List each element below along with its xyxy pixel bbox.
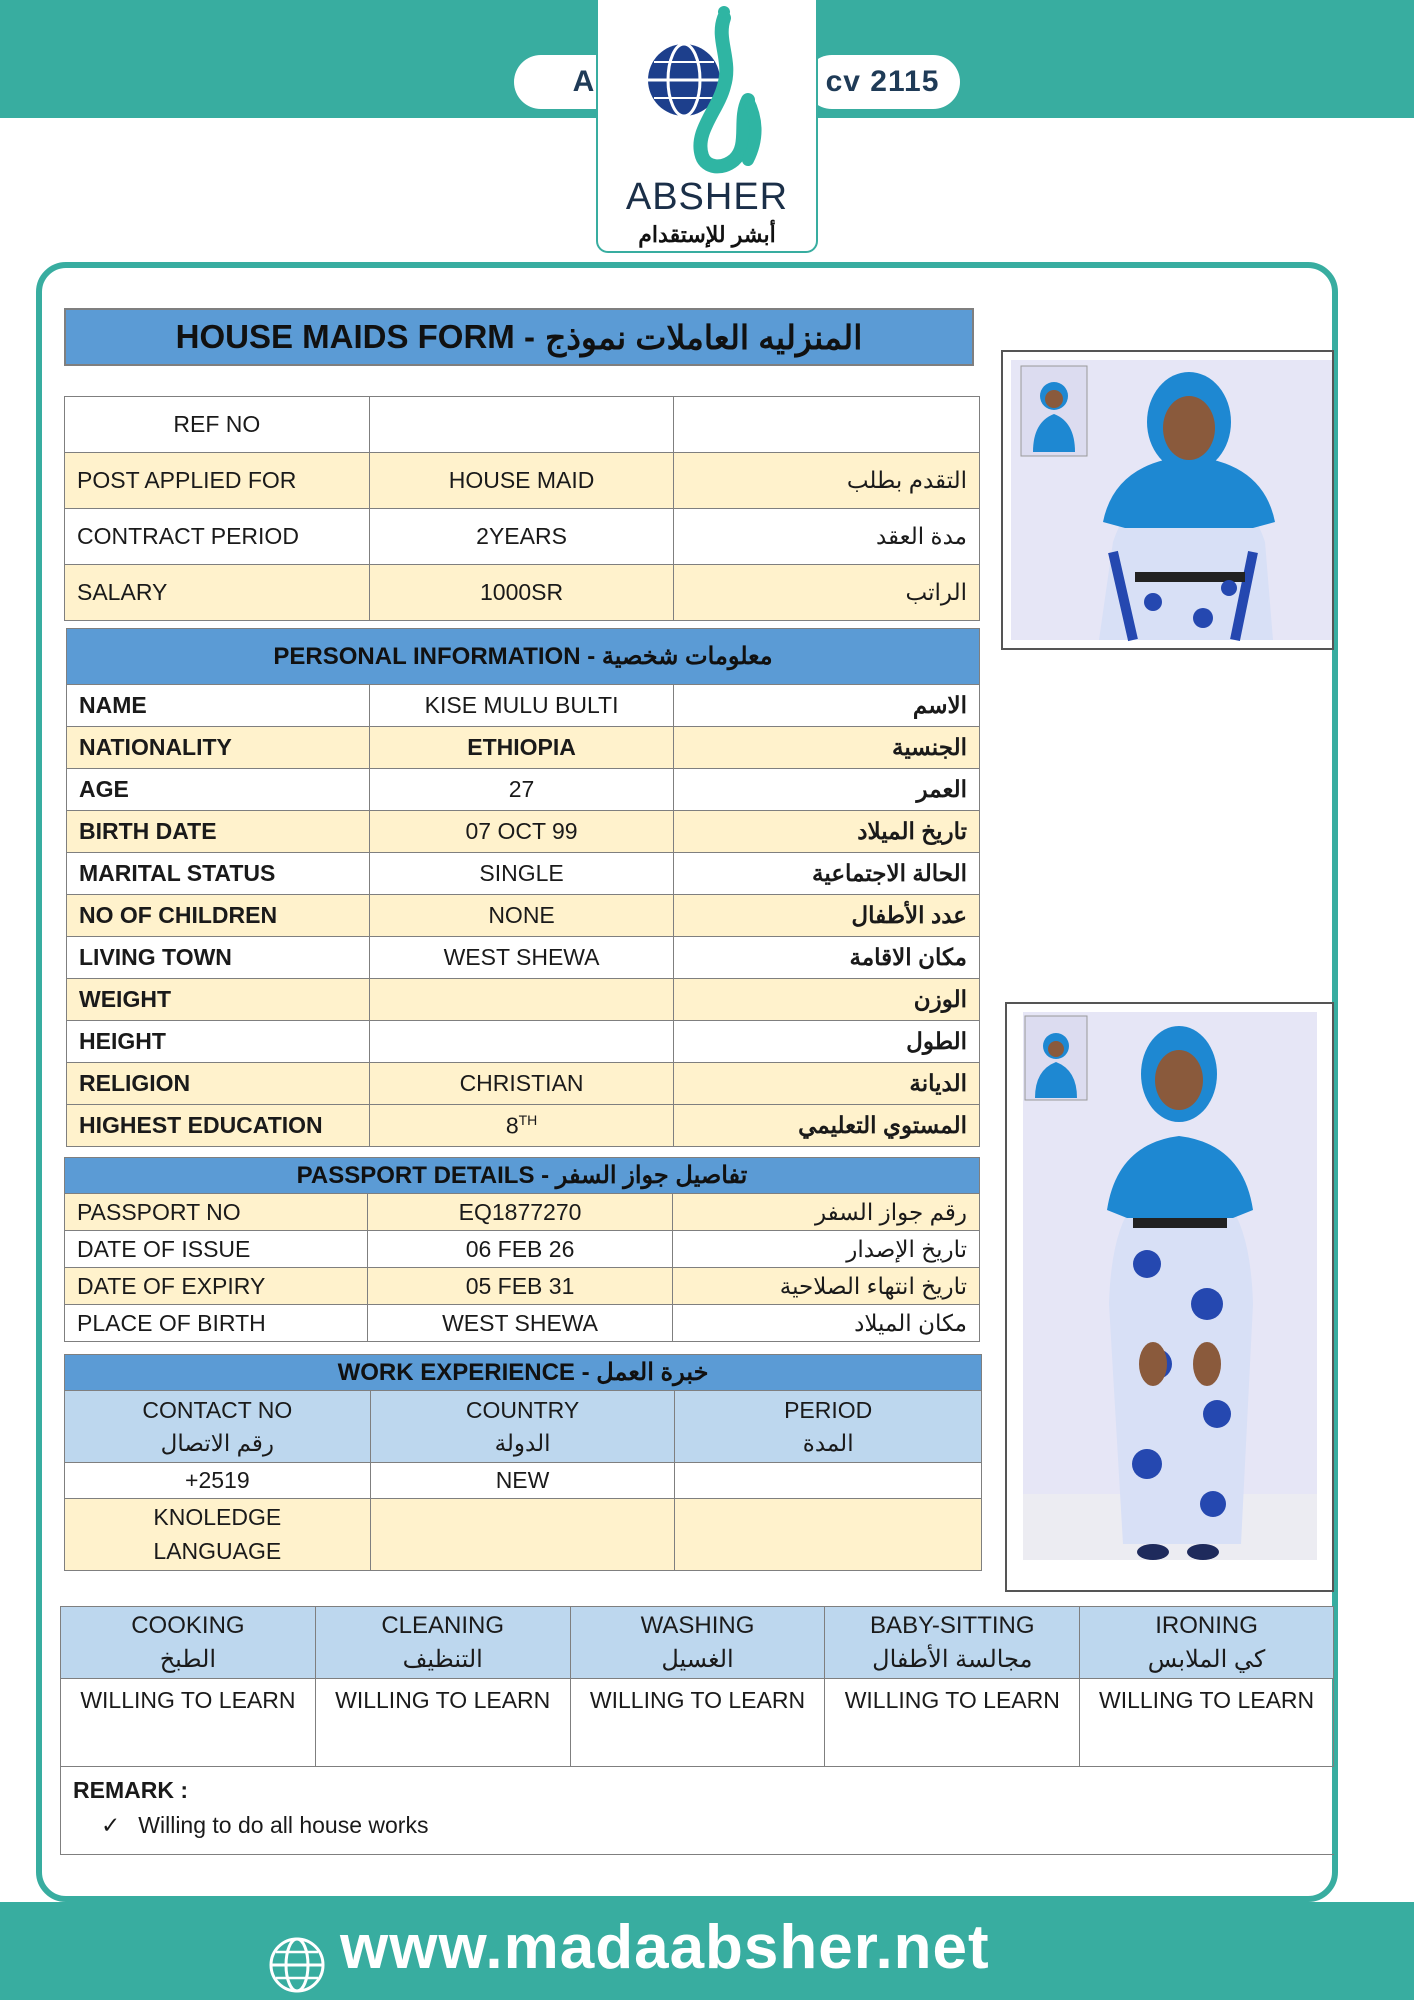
ref-no-value	[369, 397, 674, 453]
table-row	[67, 895, 980, 937]
cv-number-badge: cv 2115	[805, 55, 960, 109]
knowledge-language-label	[65, 1499, 371, 1571]
name-value: KISE MULU BULTI	[369, 685, 674, 727]
table-row	[65, 397, 980, 453]
skill-washing-header	[570, 1607, 825, 1679]
form-title-arabic: المنزليه العاملات نموذج	[544, 318, 863, 356]
skill-babysitting-ar: مجالسة الأطفال	[872, 1645, 1033, 1673]
applicant-photo-full	[1005, 1002, 1334, 1592]
period-column-header	[675, 1391, 982, 1463]
applicant-photo-portrait	[1001, 350, 1334, 650]
remark-row	[61, 1767, 1334, 1855]
name-label: NAME	[67, 685, 370, 727]
table-row	[67, 685, 980, 727]
remark-label: REMARK :	[73, 1777, 188, 1803]
living-town-value: WEST SHEWA	[369, 937, 674, 979]
expiry-date-value: 05 FEB 31	[367, 1268, 673, 1305]
table-row	[67, 979, 980, 1021]
table-row	[67, 1021, 980, 1063]
contact-column-ar: رقم الاتصال	[160, 1429, 275, 1456]
table-row	[67, 1105, 980, 1147]
nationality-arabic: الجنسية	[674, 727, 980, 769]
age-label: AGE	[67, 769, 370, 811]
language-value	[675, 1499, 982, 1571]
skill-cleaning-value: WILLING TO LEARN	[315, 1679, 570, 1767]
skill-babysitting-en: BABY-SITTING	[870, 1611, 1035, 1639]
height-arabic: الطول	[674, 1021, 980, 1063]
table-row	[65, 1463, 982, 1499]
skill-cooking-ar: الطبخ	[159, 1645, 217, 1673]
knowledge-line: KNOLEDGE	[153, 1504, 282, 1531]
education-arabic: المستوي التعليمي	[674, 1105, 980, 1147]
table-row	[65, 453, 980, 509]
table-row	[65, 1305, 980, 1342]
table-row	[65, 1499, 982, 1571]
personal-info-heading: PERSONAL INFORMATION - معلومات شخصية	[67, 629, 980, 685]
form-title-english: HOUSE MAIDS FORM -	[175, 318, 535, 355]
language-line: LANGUAGE	[153, 1537, 282, 1564]
globe-logo-icon	[598, 0, 816, 180]
table-row	[67, 727, 980, 769]
issue-date-label: DATE OF ISSUE	[65, 1231, 368, 1268]
children-label: NO OF CHILDREN	[67, 895, 370, 937]
education-grade: 8	[505, 1112, 519, 1139]
remark-line	[101, 1812, 1322, 1839]
living-town-label: LIVING TOWN	[67, 937, 370, 979]
skill-cleaning-ar: التنظيف	[402, 1645, 483, 1673]
skill-cleaning-en: CLEANING	[381, 1611, 505, 1639]
passport-no-label: PASSPORT NO	[65, 1194, 368, 1231]
skill-ironing-value: WILLING TO LEARN	[1080, 1679, 1334, 1767]
ref-no-arabic	[674, 397, 980, 453]
table-row	[65, 565, 980, 621]
contract-label: CONTRACT PERIOD	[65, 509, 370, 565]
birth-date-value: 07 OCT 99	[369, 811, 674, 853]
religion-label: RELIGION	[67, 1063, 370, 1105]
contact-column-en: CONTACT NO	[142, 1397, 293, 1424]
religion-value: CHRISTIAN	[369, 1063, 674, 1105]
globe-icon	[268, 1936, 326, 1994]
salary-value: 1000SR	[369, 565, 674, 621]
children-value: NONE	[369, 895, 674, 937]
birth-place-label: PLACE OF BIRTH	[65, 1305, 368, 1342]
table-row	[67, 937, 980, 979]
personal-info-table	[66, 628, 980, 1147]
living-town-arabic: مكان الاقامة	[674, 937, 980, 979]
salary-arabic: الراتب	[674, 565, 980, 621]
skill-babysitting-value: WILLING TO LEARN	[825, 1679, 1080, 1767]
contact-value: +2519	[65, 1463, 371, 1499]
skill-washing-value: WILLING TO LEARN	[570, 1679, 825, 1767]
post-value: HOUSE MAID	[369, 453, 674, 509]
table-row	[61, 1679, 1334, 1767]
salary-label: SALARY	[65, 565, 370, 621]
country-column-ar: الدولة	[494, 1429, 551, 1456]
skill-ironing-header	[1080, 1607, 1334, 1679]
nationality-label: NATIONALITY	[67, 727, 370, 769]
weight-label: WEIGHT	[67, 979, 370, 1021]
absher-logo	[596, 0, 818, 253]
name-arabic: الاسم	[674, 685, 980, 727]
knowledge-value	[370, 1499, 675, 1571]
badge-letter: A	[514, 55, 654, 109]
work-experience-heading: WORK EXPERIENCE - خبرة العمل	[65, 1355, 982, 1391]
weight-arabic: الوزن	[674, 979, 980, 1021]
table-header-row	[61, 1607, 1334, 1679]
education-label: HIGHEST EDUCATION	[67, 1105, 370, 1147]
table-row	[67, 811, 980, 853]
application-table	[64, 396, 980, 621]
contact-column-header	[65, 1391, 371, 1463]
skill-washing-ar: الغسيل	[661, 1645, 734, 1673]
birth-place-arabic: مكان الميلاد	[673, 1305, 980, 1342]
table-row	[65, 1194, 980, 1231]
period-column-en: PERIOD	[784, 1397, 873, 1424]
country-column-header	[370, 1391, 675, 1463]
expiry-date-label: DATE OF EXPIRY	[65, 1268, 368, 1305]
work-experience-table	[64, 1354, 982, 1571]
footer-bar	[0, 1902, 1414, 2000]
birth-date-arabic: تاريخ الميلاد	[674, 811, 980, 853]
table-row	[67, 769, 980, 811]
expiry-date-arabic: تاريخ انتهاء الصلاحية	[673, 1268, 980, 1305]
period-value	[675, 1463, 982, 1499]
skill-washing-en: WASHING	[640, 1611, 755, 1639]
country-value: NEW	[370, 1463, 675, 1499]
contract-arabic: مدة العقد	[674, 509, 980, 565]
passport-heading: PASSPORT DETAILS - تفاصيل جواز السفر	[65, 1158, 980, 1194]
issue-date-arabic: تاريخ الإصدار	[673, 1231, 980, 1268]
period-column-ar: المدة	[802, 1429, 854, 1456]
skills-table	[60, 1606, 1334, 1855]
children-arabic: عدد الأطفال	[674, 895, 980, 937]
marital-status-value: SINGLE	[369, 853, 674, 895]
remark-cell	[61, 1767, 1334, 1855]
age-value: 27	[369, 769, 674, 811]
skill-cooking-value: WILLING TO LEARN	[61, 1679, 316, 1767]
weight-value	[369, 979, 674, 1021]
table-row	[67, 1063, 980, 1105]
education-grade-suffix: TH	[518, 1111, 538, 1128]
education-value	[369, 1105, 674, 1147]
birth-place-value: WEST SHEWA	[367, 1305, 673, 1342]
contract-value: 2YEARS	[369, 509, 674, 565]
height-label: HEIGHT	[67, 1021, 370, 1063]
post-arabic: التقدم بطلب	[674, 453, 980, 509]
ref-no-label: REF NO	[65, 397, 370, 453]
religion-arabic: الديانة	[674, 1063, 980, 1105]
skill-cooking-header	[61, 1607, 316, 1679]
skill-ironing-ar: كي الملابس	[1147, 1645, 1266, 1673]
country-column-en: COUNTRY	[465, 1397, 580, 1424]
table-row	[65, 1231, 980, 1268]
birth-date-label: BIRTH DATE	[67, 811, 370, 853]
issue-date-value: 06 FEB 26	[367, 1231, 673, 1268]
remark-text: Willing to do all house works	[138, 1812, 429, 1838]
skill-cooking-en: COOKING	[131, 1611, 245, 1639]
website-url[interactable]: www.madaabsher.net	[340, 1913, 990, 1982]
table-header-row	[65, 1391, 982, 1463]
post-label: POST APPLIED FOR	[65, 453, 370, 509]
logo-text-arabic: أبشر للإستقدام	[638, 222, 776, 247]
marital-status-arabic: الحالة الاجتماعية	[674, 853, 980, 895]
nationality-value: ETHIOPIA	[369, 727, 674, 769]
passport-no-value: EQ1877270	[367, 1194, 673, 1231]
table-row	[65, 509, 980, 565]
form-title	[64, 308, 974, 366]
person-photo-icon	[1007, 1004, 1332, 1590]
passport-no-arabic: رقم جواز السفر	[673, 1194, 980, 1231]
logo-text-latin: ABSHER	[625, 176, 789, 218]
passport-table	[64, 1157, 980, 1342]
marital-status-label: MARITAL STATUS	[67, 853, 370, 895]
skill-ironing-en: IRONING	[1155, 1611, 1258, 1639]
table-row	[65, 1268, 980, 1305]
skill-cleaning-header	[315, 1607, 570, 1679]
age-arabic: العمر	[674, 769, 980, 811]
skill-babysitting-header	[825, 1607, 1080, 1679]
checkmark-icon: ✓	[101, 1812, 121, 1838]
height-value	[369, 1021, 674, 1063]
person-photo-icon	[1003, 352, 1332, 648]
table-row	[67, 853, 980, 895]
